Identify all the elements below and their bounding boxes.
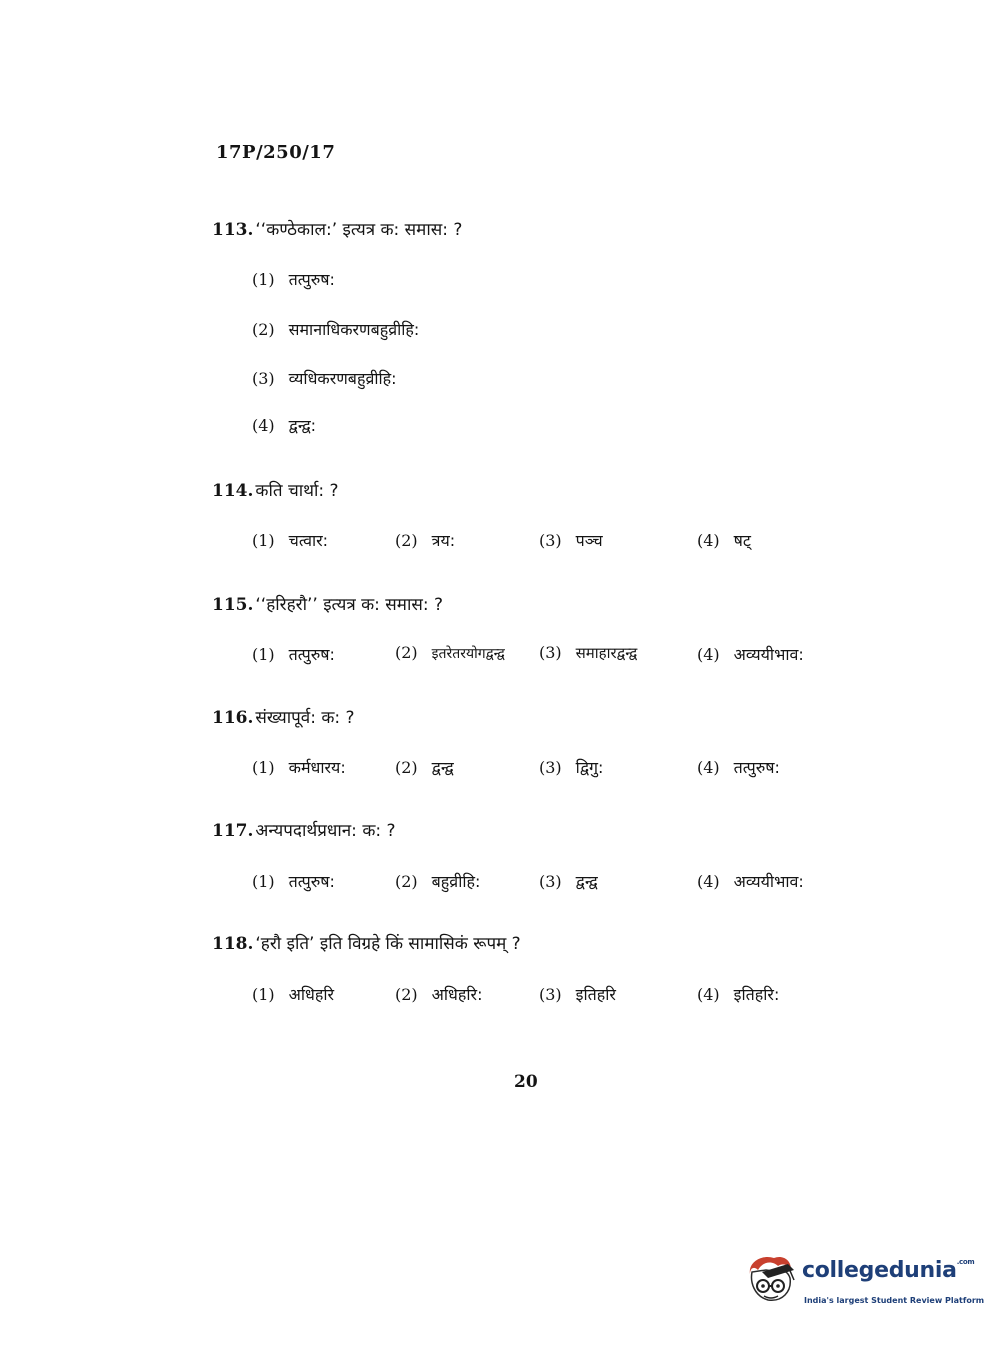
option-115-2	[395, 643, 505, 663]
option-text: द्वन्द्व	[431, 758, 454, 777]
option-number: (3)	[539, 643, 562, 662]
option-number: (3)	[539, 872, 562, 891]
option-118-3	[539, 983, 616, 1005]
option-116-4	[697, 756, 780, 778]
option-text: तत्पुरुष:	[733, 758, 780, 777]
option-text: चत्वार:	[288, 531, 329, 550]
question-text: ‘‘हरिहरौ’’ इत्यत्र क: समास: ?	[255, 595, 444, 615]
brand-name	[802, 1258, 974, 1283]
option-number: (2)	[395, 531, 418, 550]
option-number: (4)	[697, 758, 720, 777]
option-117-1	[252, 870, 335, 892]
question-number: 118.	[212, 934, 254, 954]
option-114-1	[252, 529, 328, 551]
option-text: तत्पुरुष:	[288, 270, 335, 289]
option-text: पञ्च	[575, 531, 603, 550]
option-number: (1)	[252, 985, 275, 1004]
option-117-4	[697, 870, 804, 892]
option-text: समाहारद्वन्द्व	[575, 644, 638, 662]
option-text: षट्	[733, 531, 751, 550]
option-number: (3)	[252, 369, 275, 388]
option-116-3	[539, 756, 603, 778]
question-118	[212, 931, 521, 954]
option-114-2	[395, 529, 455, 551]
option-number: (1)	[252, 872, 275, 891]
question-text: संख्यापूर्व: क: ?	[255, 708, 355, 728]
question-115	[212, 592, 443, 615]
option-number: (2)	[395, 985, 418, 1004]
option-number: (4)	[697, 985, 720, 1004]
option-number: (4)	[252, 416, 275, 435]
question-number: 116.	[212, 708, 254, 728]
option-116-1	[252, 756, 346, 778]
question-114	[212, 478, 339, 501]
page-number: 20	[514, 1072, 538, 1092]
brand-text: collegedunia	[802, 1258, 957, 1283]
question-text: ‘हरौ इति’ इति विग्रहे किं सामासिकं रूपम् ?	[255, 934, 521, 954]
option-number: (2)	[395, 643, 418, 662]
option-text: समानाधिकरणबहुव्रीहि:	[288, 320, 420, 339]
option-text: व्यधिकरणबहुव्रीहि:	[288, 369, 397, 388]
option-117-3	[539, 870, 598, 892]
option-text: इतिहरि:	[733, 985, 780, 1004]
option-number: (1)	[252, 645, 275, 664]
option-117-2	[395, 870, 480, 892]
option-number: (1)	[252, 758, 275, 777]
option-113-1	[252, 268, 335, 290]
question-113	[212, 217, 462, 240]
option-115-1	[252, 643, 335, 665]
option-115-4	[697, 643, 804, 665]
paper-code: 17P/250/17	[216, 142, 336, 163]
option-text: तत्पुरुष:	[288, 872, 335, 891]
option-113-3	[252, 367, 397, 389]
brand-suffix: .com	[956, 1258, 975, 1266]
option-number: (3)	[539, 758, 562, 777]
question-text: ‘‘कण्ठेकाल:’ इत्यत्र क: समास: ?	[255, 220, 463, 240]
option-114-3	[539, 529, 603, 551]
option-text: द्विगु:	[575, 758, 604, 777]
option-number: (2)	[395, 758, 418, 777]
option-118-1	[252, 983, 334, 1005]
option-text: त्रय:	[431, 531, 456, 550]
question-number: 113.	[212, 220, 254, 240]
option-114-4	[697, 529, 751, 551]
question-116	[212, 705, 355, 728]
option-text: अव्ययीभाव:	[733, 645, 804, 664]
question-text: अन्यपदार्थप्रधान: क: ?	[255, 821, 396, 841]
option-text: तत्पुरुष:	[288, 645, 335, 664]
option-number: (2)	[395, 872, 418, 891]
option-113-2	[252, 318, 419, 340]
option-text: अव्ययीभाव:	[733, 872, 804, 891]
option-number: (1)	[252, 531, 275, 550]
option-number: (3)	[539, 985, 562, 1004]
option-text: इतिहरि	[575, 985, 616, 1004]
option-number: (4)	[697, 531, 720, 550]
option-115-3	[539, 643, 637, 663]
question-number: 117.	[212, 821, 254, 841]
option-text: कर्मधारय:	[288, 758, 346, 777]
question-117	[212, 818, 396, 841]
question-number: 114.	[212, 481, 254, 501]
option-text: बहुव्रीहि:	[431, 872, 481, 891]
option-118-2	[395, 983, 482, 1005]
collegedunia-logo	[744, 1252, 985, 1314]
option-number: (4)	[697, 872, 720, 891]
brand-tagline: India's largest Student Review Platform	[804, 1296, 985, 1305]
option-number: (2)	[252, 320, 275, 339]
option-text: अधिहरि	[288, 985, 335, 1004]
option-number: (4)	[697, 645, 720, 664]
question-number: 115.	[212, 595, 254, 615]
option-116-2	[395, 756, 454, 778]
option-text: द्वन्द्व	[575, 872, 598, 891]
option-text: द्वन्द्व:	[288, 416, 317, 435]
option-118-4	[697, 983, 779, 1005]
option-text: इतरेतरयोगद्वन्द्व	[431, 646, 505, 662]
question-text: कति चार्था: ?	[255, 481, 339, 501]
option-number: (3)	[539, 531, 562, 550]
mascot-icon	[744, 1252, 800, 1312]
option-113-4	[252, 414, 316, 436]
option-text: अधिहरि:	[431, 985, 483, 1004]
option-number: (1)	[252, 270, 275, 289]
